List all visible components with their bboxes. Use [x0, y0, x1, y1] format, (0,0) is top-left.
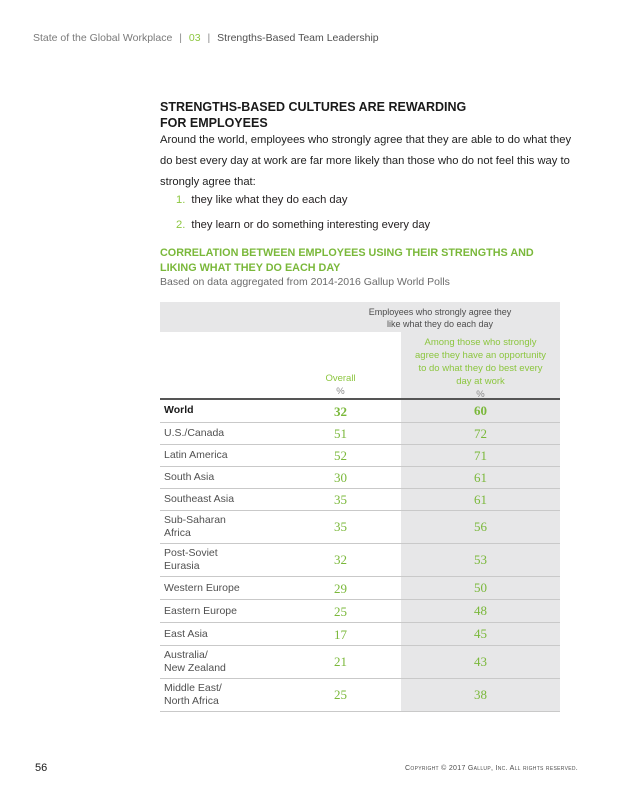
overall-value: 21 [334, 654, 347, 669]
chapter-title: Strengths-Based Team Leadership [217, 32, 379, 44]
among-value: 38 [401, 679, 560, 711]
overall-value: 25 [334, 687, 347, 702]
overall-value: 25 [334, 604, 347, 619]
region-label-line-1: Australia/ [164, 649, 208, 661]
overall-value: 30 [334, 470, 347, 485]
table-row [160, 511, 560, 544]
list-number: 2. [176, 219, 186, 231]
section-heading [160, 99, 560, 131]
table-title-line-2: LIKING WHAT THEY DO EACH DAY [160, 262, 341, 274]
spanning-column-header [320, 306, 560, 330]
table-row [160, 577, 560, 600]
table-row [160, 600, 560, 623]
numbered-list [176, 188, 430, 238]
region-label-line-2: North Africa [164, 694, 219, 707]
table-row [160, 445, 560, 467]
table-row [160, 489, 560, 511]
column-header-overall [280, 372, 401, 398]
table-row [160, 423, 560, 445]
region-label-line-1: Post-Soviet [164, 547, 218, 559]
among-value: 61 [401, 467, 560, 488]
header-separator-1: | [179, 32, 182, 44]
table-title-line-1: CORRELATION BETWEEN EMPLOYEES USING THEIR STRENGTHS AND [160, 247, 534, 259]
section-heading-line-1: STRENGTHS-BASED CULTURES ARE REWARDING [160, 100, 467, 114]
header-separator-2: | [207, 32, 211, 44]
copyright-notice: Copyright © 2017 Gallup, Inc. All rights reserved. [405, 765, 578, 772]
column-header-among [401, 336, 560, 401]
among-value: 48 [401, 600, 560, 622]
among-value: 50 [401, 577, 560, 599]
region-label: South Asia [164, 471, 215, 483]
among-label-line-1: Among those who strongly [424, 337, 537, 348]
region-label-line-2: New Zealand [164, 661, 226, 674]
among-value: 60 [401, 400, 560, 422]
region-label [164, 547, 218, 572]
table-header [160, 298, 560, 398]
overall-value: 51 [334, 426, 347, 441]
among-value: 45 [401, 623, 560, 645]
overall-unit: % [336, 386, 345, 397]
region-label [164, 649, 226, 674]
region-label: Latin America [164, 449, 228, 461]
section-heading-line-2: FOR EMPLOYEES [160, 116, 268, 130]
list-number: 1. [176, 194, 186, 206]
list-text: they like what they do each day [191, 194, 348, 206]
overall-label: Overall [325, 373, 356, 384]
overall-value: 32 [334, 404, 347, 419]
among-value: 56 [401, 511, 560, 543]
list-text: they learn or do something interesting every day [191, 219, 431, 231]
overall-value: 32 [334, 552, 347, 567]
region-label-line-2: Africa [164, 526, 191, 539]
spanning-header-line-2: like what they do each day [386, 319, 494, 329]
table-title [160, 246, 580, 276]
overall-value: 35 [334, 519, 347, 534]
list-item [176, 213, 430, 238]
region-label: Western Europe [164, 582, 240, 594]
region-label-line-1: Middle East/ [164, 682, 222, 694]
report-title: State of the Global Workplace [33, 32, 173, 44]
among-label-line-2: agree they have an opportunity [415, 350, 546, 361]
table-row [160, 467, 560, 489]
correlation-table [160, 298, 560, 712]
table-row [160, 646, 560, 679]
region-label-line-2: Eurasia [164, 559, 200, 572]
among-label-line-4: day at work [456, 376, 505, 387]
table-body [160, 398, 560, 712]
overall-value: 29 [334, 581, 347, 596]
intro-paragraph: Around the world, employees who strongly agree that they are able to do what they do best every day at work are far more likely than those who do not feel this way to strongly agree that: [160, 134, 572, 188]
among-value: 72 [401, 423, 560, 444]
list-item [176, 188, 430, 213]
among-value: 61 [401, 489, 560, 510]
region-label: Eastern Europe [164, 605, 237, 617]
overall-value: 52 [334, 448, 347, 463]
section-number: 03 [188, 32, 201, 44]
among-unit: % [476, 389, 485, 400]
running-header [33, 32, 379, 44]
region-label [164, 682, 222, 707]
region-label: World [164, 404, 194, 416]
table-subtitle: Based on data aggregated from 2014-2016 Gallup World Polls [160, 276, 450, 288]
region-label: Southeast Asia [164, 493, 235, 505]
region-label: U.S./Canada [164, 427, 225, 439]
spanning-header-line-1: Employees who strongly agree they [368, 307, 512, 317]
region-label: East Asia [164, 628, 208, 640]
among-label-line-3: to do what they do best every [418, 363, 543, 374]
among-value: 43 [401, 646, 560, 678]
table-row [160, 544, 560, 577]
overall-value: 17 [334, 627, 347, 642]
overall-value: 35 [334, 492, 347, 507]
region-label [164, 514, 226, 539]
region-label-line-1: Sub-Saharan [164, 514, 226, 526]
table-row [160, 679, 560, 712]
page-number: 56 [35, 762, 48, 774]
table-row [160, 623, 560, 646]
among-value: 53 [401, 544, 560, 576]
among-value: 71 [401, 445, 560, 466]
table-row-world [160, 398, 560, 423]
